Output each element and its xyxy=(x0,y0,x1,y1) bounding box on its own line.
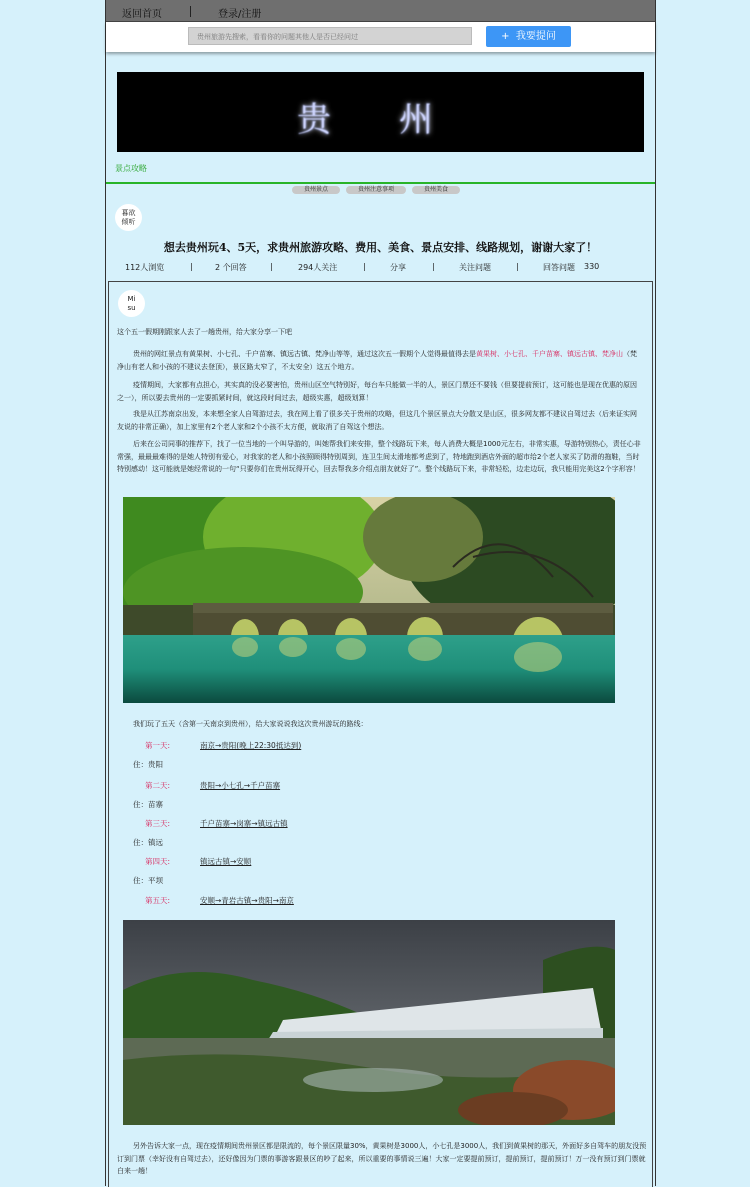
tab-notes[interactable]: 贵州注意事项 xyxy=(346,186,406,194)
search-input[interactable]: 贵州旅游先搜索，看看你的问题其他人是否已经问过 xyxy=(188,27,472,45)
follow-question-link[interactable]: 关注问题 xyxy=(459,263,491,272)
answer-total: 330 xyxy=(584,262,600,271)
route-path[interactable]: 贵阳→小七孔→千户苗寨 xyxy=(200,781,281,790)
answer-intro: 这个五一假期刚跟家人去了一趟贵州，给大家分享一下吧 xyxy=(117,328,292,336)
route-day-label: 第四天: xyxy=(145,857,171,866)
page-frame: 返回首页 登录/注册 贵州旅游先搜索，看看你的问题其他人是否已经问过 + 我要提问 贵 州 景点攻略 贵州景点 贵州注意事项 贵州美食 暮欲 倾听 想去贵州玩4、5天，求贵州旅游攻略、费用、美食、景点安排、线路规划，谢谢大家了！ 112人浏览 | 2 个回答 | 294人关注 | 分享 | 关注问题 | 回答问题 330 Mi su 这个五一假期刚跟家人去了一趟贵州，给大家分享一下吧 贵州的网红景点有黄果树、小七孔、千户苗寨、镇远古镇、梵净山等等，通过这次五一假期个人觉得最值得去是黄果树、小七孔、千户苗寨、镇远古镇、梵净山（梵净山有老人和小孩的不建议去登顶），景区路太窄了，不太安全）这五个地方。 疫情期间，大家都有点担心，其实真的没必要害怕，贵州山区空气特别好，每台车只能做一半的人，景区门票还不要钱（但要提前预订，这可能也是现在优惠的原因之一），所以要去贵州的一定要抓紧时间，就这段时间过去，超级实惠，超级划算！ 我是从江苏南京出发，本来想全家人自驾游过去，我在网上看了很多关于贵州的攻略，但这几个景区景点大分散又是山区，很多网友都不建议自驾过去（后来证实网友说的非常正确），加上家里有2个老人家和2个小孩不太方便，就取消了自驾这个想法。 后来在公司同事的推荐下，找了一位当地的一个叫导游的，叫她帮我们来安排，整个线路玩下来，每人消费大概是1000元左右，非常实惠，导游特别热心，责任心非常强，最最最难得的是她人特别有爱心，对我家的老人和小孩照顾得特别周到，连卫生间太滑地都考虑到了，特地跑到酒店外面的超市给2个老人家买了防滑的拖鞋，当时特别感动！这可能就是她经常说的一句“只要你们在贵州玩得开心，回去帮我多介绍点朋友就好了”。整个线路玩下来，非常轻松，边走边玩，我只能用完美这2个字形容！ 我们玩了五天（含第一天南京到贵州），给大家说说我这次贵州游玩的路线： 第一天: 南京→贵阳(晚上22:30抵达到) 住：贵阳 第二天: 贵阳→小七孔→千户苗寨 住：苗寨 第三天: 千户苗寨→岗寨→镇远古镇 住：镇远 第四天: 镇远古镇→安顺 住：平坝 第五天: 安顺→青岩古镇→贵阳→南京 另外告诉大家一点，现在疫情期间贵州景区都是限流的，每个景区限量30%，黄果树是3000人，小七孔是3000人，我们到黄果树的那天，外面好多自驾车的朋友没预订到门票（幸好没有自驾过去），还好像因为门票的事游客跟景区的吵了起来，所以重要的事情说三遍！大家一定要提前预订，提前预订，提前预订！万一没有预订到门票就白来一趟！ xyxy=(105,0,656,1186)
route-path[interactable]: 镇远古镇→安顺 xyxy=(200,857,252,866)
tab-food[interactable]: 贵州美食 xyxy=(412,186,460,194)
route-day-label: 第五天: xyxy=(145,896,171,905)
route-intro: 我们玩了五天（含第一天南京到贵州），给大家说说我这次贵州游玩的路线： xyxy=(133,720,368,728)
ask-button-label: 我要提问 xyxy=(515,31,556,42)
answer-card xyxy=(108,281,653,1187)
answer-paragraph: 后来在公司同事的推荐下，找了一位当地的一个叫导游的，叫她帮我们来安排，整个线路玩下来，每人消费大概是1000元左右，非常实惠，导游特别热心，责任心非常强，最最最难得的是她人特别有爱心，对我家的老人和小孩照顾得特别周到，连卫生间太滑地都考虑到了，特地跑到酒店外面的超市给2个老人家买了防滑的拖鞋，当时特别感动！这可能就是她经常说的一句“只要你们在贵州玩得开心，回去帮我多介绍点朋友就好了”。整个线路玩下来，非常轻松，边走边玩，我只能用完美这2个字形容！ xyxy=(117,440,641,473)
route-path[interactable]: 南京→贵阳(晚上22:30抵达到) xyxy=(200,741,302,750)
highlight-text: 黄果树、小七孔、千户苗寨、镇远古镇、梵净山 xyxy=(476,350,623,358)
plus-icon: + xyxy=(501,31,510,42)
answer-paragraph: 疫情期间，大家都有点担心，其实真的没必要害怕，贵州山区空气特别好，每台车只能做一半的人，景区门票还不要钱（但要提前预订，这可能也是现在优惠的原因之一），所以要去贵州的一定要抓紧时间，就这段时间过去，超级实惠，超级划算！ xyxy=(117,381,637,402)
views-count: 112人浏览 xyxy=(125,263,165,272)
question-author-avatar[interactable]: 暮欲 倾听 xyxy=(115,204,142,231)
route-path[interactable]: 安顺→青岩古镇→贵阳→南京 xyxy=(200,896,294,905)
follows-count: 294人关注 xyxy=(298,263,338,272)
banner-char-1: 贵 xyxy=(297,100,333,140)
route-stay: 住：贵阳 xyxy=(133,760,163,769)
answer-question-link[interactable]: 回答问题 xyxy=(543,263,575,272)
answer-paragraph: 贵州的网红景点有黄果树、小七孔、千户苗寨、镇远古镇、梵净山等等，通过这次五一假期个人觉得最值得去是黄果树、小七孔、千户苗寨、镇远古镇、梵净山（梵净山有老人和小孩的不建议去登顶），景区路太窄了，不太安全）这五个地方。 xyxy=(117,350,637,371)
route-path[interactable]: 千户苗寨→岗寨→镇远古镇 xyxy=(200,819,288,828)
answer-paragraph: 我是从江苏南京出发，本来想全家人自驾游过去，我在网上看了很多关于贵州的攻略，但这几个景区景点大分散又是山区，很多网友都不建议自驾过去（后来证实网友说的非常正确），加上家里有2个老人家和2个小孩不太方便，就取消了自驾这个想法。 xyxy=(117,410,637,431)
route-day-label: 第一天: xyxy=(145,741,171,750)
top-nav xyxy=(106,0,655,22)
login-link[interactable]: 登录/注册 xyxy=(218,9,262,20)
guizhou-banner xyxy=(117,72,644,152)
route-day-label: 第三天: xyxy=(145,819,171,828)
answer-paragraph: 另外告诉大家一点，现在疫情期间贵州景区都是限流的，每个景区限量30%，黄果树是3000人，小七孔是3000人，我们到黄果树的那天，外面好多自驾车的朋友没预订到门票（幸好没有自驾过去），还好像因为门票的事游客跟景区的吵了起来，所以重要的事情说三遍！大家一定要提前预订，提前预订，提前预订！万一没有预订到门票就白来一趟！ xyxy=(117,1142,647,1175)
route-day-label: 第二天: xyxy=(145,781,171,790)
route-stay: 住：苗寨 xyxy=(133,800,163,809)
ask-question-button[interactable] xyxy=(486,26,571,47)
answer-author-avatar[interactable]: Mi su xyxy=(118,290,145,317)
search-bar xyxy=(106,22,655,52)
answers-count: 2 个回答 xyxy=(215,263,247,272)
topic-tabs xyxy=(292,186,460,194)
share-link[interactable]: 分享 xyxy=(390,263,406,272)
route-stay: 住：平坝 xyxy=(133,876,163,885)
bridge-lake-photo xyxy=(123,497,615,703)
question-title: 想去贵州玩4、5天，求贵州旅游攻略、费用、美食、景点安排、线路规划，谢谢大家了！ xyxy=(163,241,598,254)
home-link[interactable]: 返回首页 xyxy=(122,9,162,20)
banner-char-2: 州 xyxy=(399,100,435,140)
waterfall-photo xyxy=(123,920,615,1125)
divider xyxy=(106,182,655,184)
route-stay: 住：镇远 xyxy=(133,838,163,847)
divider xyxy=(190,6,191,17)
tab-scenic[interactable]: 贵州景点 xyxy=(292,186,340,194)
breadcrumb[interactable]: 景点攻略 xyxy=(115,164,147,173)
